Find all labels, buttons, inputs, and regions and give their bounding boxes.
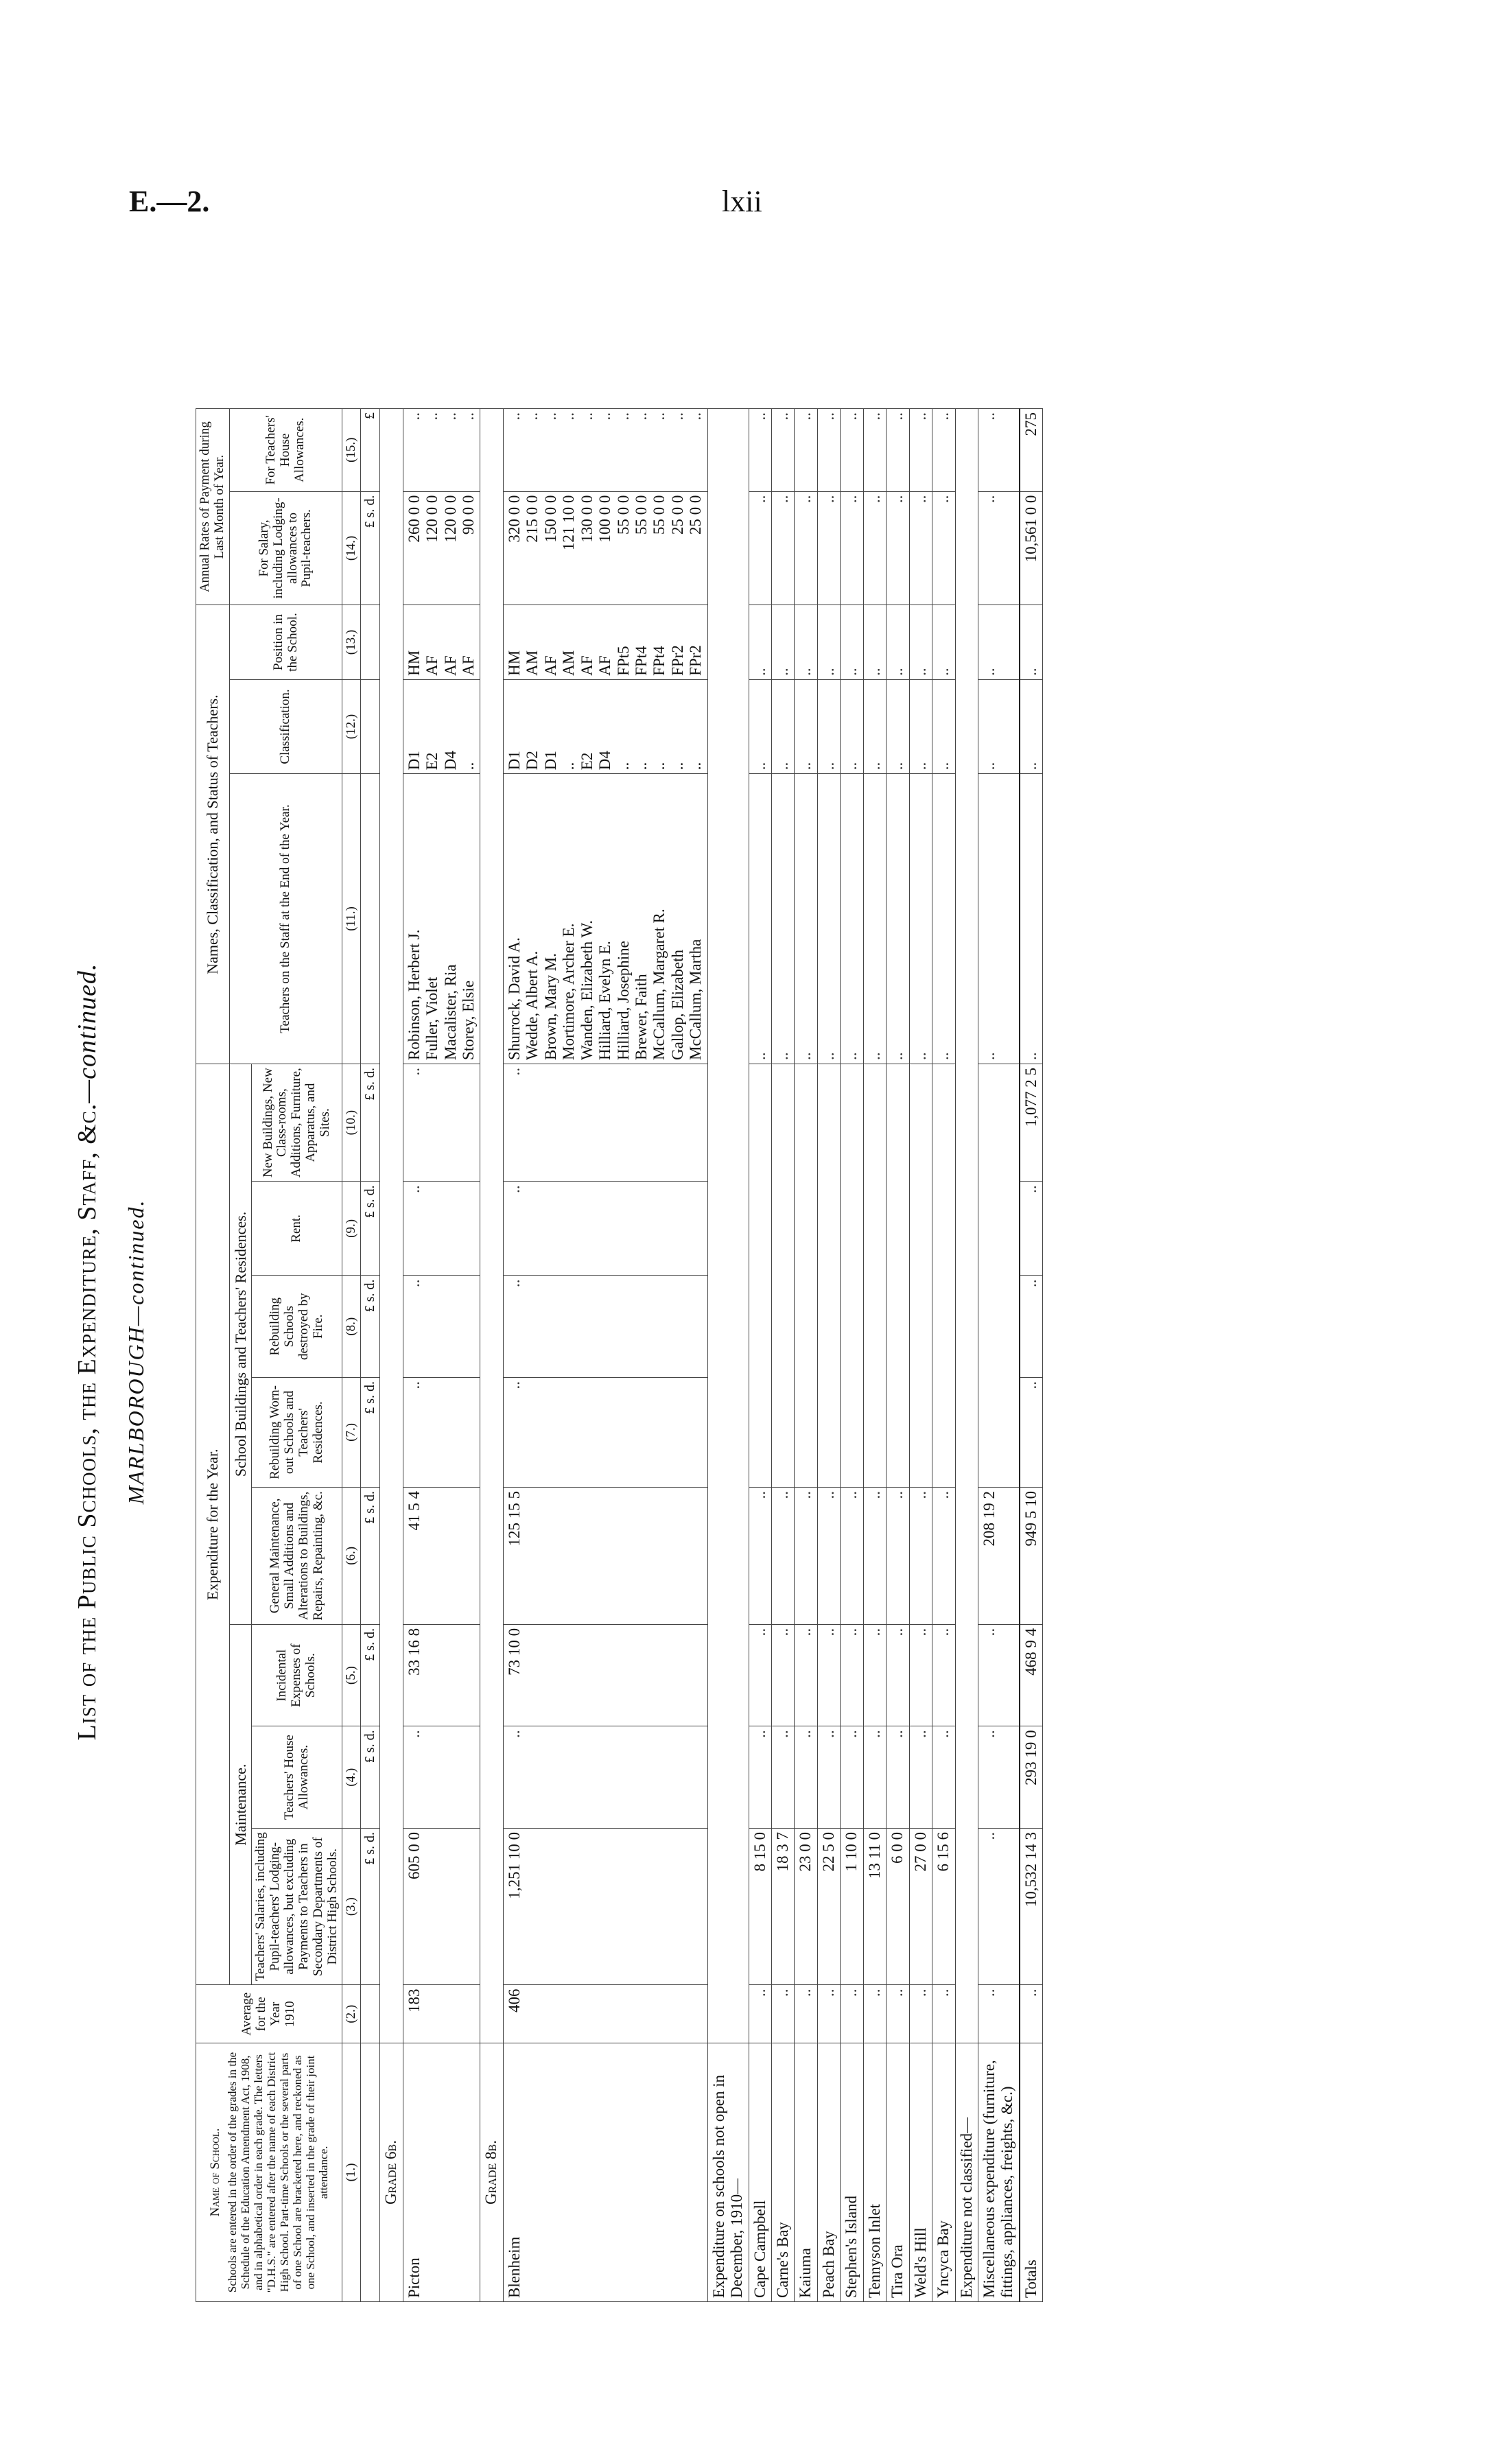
col-num: (11.) — [342, 774, 361, 1064]
totals-salaries: 10,532 14 3 — [1020, 1828, 1043, 1985]
unit-lsd: £ s. d. — [361, 1377, 380, 1487]
teacher-class: D4 — [441, 751, 459, 771]
closed-school-row: Kaiuma .. 23 0 0 .. .. .. .. .. .. .. .. — [795, 409, 817, 2302]
teacher-name: McCallum, Margaret R. — [650, 908, 668, 1060]
teacher-class: .. — [687, 762, 705, 771]
col-num: (14.) — [342, 491, 361, 605]
teacher-position: AF — [541, 655, 559, 676]
teacher-house: .. — [578, 412, 596, 421]
teacher-position: AF — [578, 655, 596, 676]
teacher-class: .. — [460, 762, 478, 771]
closed-school-row: Stephen's Island .. 1 10 0 .. .. .. .. .. .. .. .. — [841, 409, 863, 2302]
totals-class: .. — [1020, 679, 1043, 773]
col-num: (12.) — [342, 679, 361, 773]
salaries-value: 1,251 10 0 — [503, 1828, 707, 1985]
teacher-name: Robinson, Herbert J. — [405, 929, 423, 1060]
teacher-classifications — [503, 679, 707, 773]
closed-school-salaries: 6 0 0 — [887, 1828, 909, 1985]
teacher-salary: 120 0 0 — [423, 495, 441, 543]
teacher-position: AF — [460, 655, 478, 676]
school-row-picton — [403, 409, 480, 2302]
page-header — [0, 0, 1491, 226]
closed-school-salaries: 27 0 0 — [909, 1828, 932, 1985]
rebuild-fire-value: .. — [503, 1276, 707, 1378]
unit-lsd: £ s. d. — [361, 1487, 380, 1624]
teacher-names — [403, 774, 480, 1064]
teacher-salary: 55 0 0 — [650, 495, 668, 535]
teacher-salary: 121 10 0 — [560, 495, 578, 551]
teacher-position: AM — [524, 650, 541, 676]
closed-school-name: Cape Campbell — [749, 2043, 771, 2301]
unit-lsd: £ s. d. — [361, 1276, 380, 1378]
teacher-position: HM — [505, 650, 523, 676]
rebuild-worn-value: .. — [403, 1377, 480, 1487]
teacher-house: .. — [524, 412, 541, 421]
header-position: Position in the School. — [229, 605, 342, 680]
teacher-class: .. — [632, 762, 650, 771]
closed-school-row: Tira Ora .. 6 0 0 .. .. .. .. .. .. .. .. — [887, 409, 909, 2302]
closed-school-salaries: 1 10 0 — [841, 1828, 863, 1985]
teacher-class: D1 — [505, 751, 523, 771]
teacher-classifications — [403, 679, 480, 773]
header-incidental: Incidental Expenses of Schools. — [252, 1624, 342, 1726]
header-rebuilding-worn: Rebuilding Worn-out Schools and Teachers' Residences. — [252, 1377, 342, 1487]
teacher-salary: 55 0 0 — [614, 495, 632, 535]
teacher-house-rates — [403, 409, 480, 492]
totals-label: Totals — [1020, 2043, 1043, 2301]
teacher-house: .. — [596, 412, 614, 421]
teacher-position: FPr2 — [668, 645, 686, 676]
table-title — [72, 250, 102, 2453]
teacher-salary: 55 0 0 — [632, 495, 650, 535]
totals-new-buildings: 1,077 2 5 — [1020, 1064, 1043, 1181]
salaries-value: 605 0 0 — [403, 1828, 480, 1985]
misc-general-value: 208 19 2 — [978, 1487, 1019, 1624]
header-teachers-salaries: Teachers' Salaries, including Pupil-teachers' Lodging-allowances, but excluding Payments to Teachers in Secondary Departments of District High Schools. — [252, 1828, 342, 1985]
page-number: lxii — [722, 185, 762, 218]
teacher-house: .. — [460, 412, 478, 421]
closed-school-name: Peach Bay — [817, 2043, 840, 2301]
teacher-class: .. — [650, 762, 668, 771]
closed-school-row: Peach Bay .. 22 5 0 .. .. .. .. .. .. .. .. — [817, 409, 840, 2302]
header-names-status: Names, Classification, and Status of Teachers. — [196, 605, 230, 1064]
column-number-row — [342, 409, 361, 2302]
header-for-house: For Teachers' House Allowances. — [229, 409, 342, 492]
closed-school-row: Weld's Hill .. 27 0 0 .. .. .. .. .. .. .. .. — [909, 409, 932, 2302]
totals-salary-rate: 10,561 0 0 — [1020, 491, 1043, 605]
col-num: (8.) — [342, 1276, 361, 1378]
header-maintenance: Maintenance. — [229, 1624, 251, 1985]
totals-row — [1020, 409, 1043, 2302]
teacher-house: .. — [560, 412, 578, 421]
unit-lsd: £ s. d. — [361, 1182, 380, 1276]
incidental-value: 33 16 8 — [403, 1624, 480, 1726]
header-new-buildings: New Buildings, New Class-rooms, Additions, Furniture, Apparatus, and Sites. — [252, 1064, 342, 1181]
unit-lsd: £ s. d. — [361, 1624, 380, 1726]
teacher-class: D1 — [405, 751, 423, 771]
col-num: (9.) — [342, 1182, 361, 1276]
closed-school-name: Tira Ora — [887, 2043, 909, 2301]
teacher-position: FPt4 — [650, 646, 668, 676]
teacher-name: Hilliard, Josephine — [614, 941, 632, 1060]
rotated-table-page — [21, 250, 1420, 2453]
unclassified-heading-row — [955, 409, 978, 2302]
house-value: .. — [403, 1726, 480, 1829]
teacher-salary: 100 0 0 — [596, 495, 614, 543]
incidental-value: 73 10 0 — [503, 1624, 707, 1726]
teacher-class: D2 — [524, 751, 541, 771]
grade-heading-row — [480, 409, 503, 2302]
closed-schools-label: Expenditure on schools not open in December, 1910— — [707, 2043, 749, 2301]
teacher-position: FPt5 — [614, 646, 632, 676]
teacher-salary: 25 0 0 — [687, 495, 705, 535]
teacher-salary: 90 0 0 — [460, 495, 478, 535]
header-general-maintenance: General Maintenance, Small Additions and Alterations to Buildings, Repairs, Repainting, &c. — [252, 1487, 342, 1624]
table-title-main: List of the Public Schools, the Expenditure, Staff, &c. — [73, 1103, 102, 1741]
teacher-class: D4 — [596, 751, 614, 771]
teacher-class: .. — [614, 762, 632, 771]
teacher-class: E2 — [423, 752, 441, 771]
teacher-position: AM — [560, 650, 578, 676]
teacher-salary: 150 0 0 — [541, 495, 559, 543]
teacher-house: .. — [614, 412, 632, 421]
col-num: (2.) — [342, 1985, 361, 2043]
header-teachers-on-staff: Teachers on the Staff at the End of the Year. — [229, 774, 342, 1064]
teacher-house: .. — [441, 412, 459, 421]
unit-row — [361, 409, 380, 2302]
teacher-house: .. — [405, 412, 423, 421]
totals-teachers: .. — [1020, 774, 1043, 1064]
header-for-salary: For Salary, including Lodging-allowances to Pupil-teachers. — [229, 491, 342, 605]
general-value: 41 5 4 — [403, 1487, 480, 1624]
totals-rent: .. — [1020, 1182, 1043, 1276]
school-name: Blenheim — [503, 2043, 707, 2301]
teacher-name: Storey, Elsie — [460, 980, 478, 1060]
grade-label: Grade 8b. — [480, 2043, 503, 2301]
header-name-of-school: Name of School. Schools are entered in the order of the grades in the Schedule of the Education Amendment Act, 1908, and in alphabetical order in each grade. The letters "D.H.S." are entered after the name of each District High School. Part-time Schools or the several parts of one School are bracketed here, and reckoned as one School, and inserted in the grade of their joint attendance. — [196, 2043, 342, 2301]
teacher-house: .. — [505, 412, 523, 421]
unit-lsd: £ s. d. — [361, 1828, 380, 1985]
unclassified-label: Expenditure not classified— — [955, 2043, 978, 2301]
general-value: 125 15 5 — [503, 1487, 707, 1624]
teacher-positions — [503, 605, 707, 680]
teacher-salary: 120 0 0 — [441, 495, 459, 543]
totals-house: 293 19 0 — [1020, 1726, 1043, 1829]
teacher-salary: 260 0 0 — [405, 495, 423, 543]
teacher-class: E2 — [578, 752, 596, 771]
closed-school-salaries: 13 11 0 — [863, 1828, 886, 1985]
col-num: (5.) — [342, 1624, 361, 1726]
closed-school-salaries: 8 15 0 — [749, 1828, 771, 1985]
totals-incidental: 468 9 4 — [1020, 1624, 1043, 1726]
col-num: (10.) — [342, 1064, 361, 1181]
teacher-name: Mortimore, Archer E. — [560, 923, 578, 1060]
header-rent: Rent. — [252, 1182, 342, 1276]
teacher-positions — [403, 605, 480, 680]
teacher-position: FPr2 — [687, 645, 705, 676]
grade-heading-row — [380, 409, 403, 2302]
teacher-name: Fuller, Violet — [423, 976, 441, 1060]
col-num: (6.) — [342, 1487, 361, 1624]
table-subtitle: MARLBOROUGH—continued. — [124, 1199, 148, 1505]
unit-lsd: £ s. d. — [361, 1726, 380, 1829]
teacher-position: HM — [405, 650, 423, 676]
closed-school-name: Kaiuma — [795, 2043, 817, 2301]
unit-lsd: £ s. d. — [361, 491, 380, 605]
closed-school-name: Yncyca Bay — [932, 2043, 955, 2301]
col-num: (1.) — [342, 2043, 361, 2301]
schools-table — [196, 408, 1043, 2302]
teacher-house-rates — [503, 409, 707, 492]
header-expenditure: Expenditure for the Year. — [196, 1064, 230, 1985]
closed-school-row: Tennyson Inlet .. 13 11 0 .. .. .. .. .. .. .. .. — [863, 409, 886, 2302]
teacher-position: FPt4 — [632, 646, 650, 676]
teacher-salary: 320 0 0 — [505, 495, 523, 543]
teacher-name: Shurrock, David A. — [505, 937, 523, 1060]
teacher-salary: 215 0 0 — [524, 495, 541, 543]
closed-school-row: Cape Campbell .. 8 15 0 .. .. .. .. .. .. .. .. — [749, 409, 771, 2302]
header-house-allowances: Teachers' House Allowances. — [252, 1726, 342, 1829]
unit-lsd: £ s. d. — [361, 1064, 380, 1181]
misc-expenditure-row: Miscellaneous expenditure (furniture, fittings, appliances, freights, &c.) .. .. .. .. 208 19 2 .. .. .. .. .. — [978, 409, 1019, 2302]
teacher-house: .. — [650, 412, 668, 421]
new-buildings-value: .. — [503, 1064, 707, 1181]
page-code: E.—2. — [129, 185, 210, 218]
totals-average: .. — [1020, 1985, 1043, 2043]
header-classification: Classification. — [229, 679, 342, 773]
col-num: (13.) — [342, 605, 361, 680]
average-attendance: 183 — [403, 1985, 480, 2043]
header-average: Average for the Year 1910 — [196, 1985, 342, 2043]
teacher-class: D1 — [541, 751, 559, 771]
header-rebuilding-fire: Rebuilding Schools destroyed by Fire. — [252, 1276, 342, 1378]
teacher-position: AF — [441, 655, 459, 676]
col-num: (15.) — [342, 409, 361, 492]
grade-label: Grade 6b. — [380, 2043, 403, 2301]
closed-school-name: Carne's Bay — [772, 2043, 795, 2301]
closed-school-name: Stephen's Island — [841, 2043, 863, 2301]
school-name: Picton — [403, 2043, 480, 2301]
teacher-salaries — [403, 491, 480, 605]
teacher-name: Macalister, Ria — [441, 964, 459, 1060]
rent-value: .. — [403, 1182, 480, 1276]
teacher-position: AF — [596, 655, 614, 676]
teacher-class: .. — [668, 762, 686, 771]
totals-rebuild-fire: .. — [1020, 1276, 1043, 1378]
totals-house-rate: 275 — [1020, 409, 1043, 492]
teacher-house: .. — [423, 412, 441, 421]
teacher-house: .. — [668, 412, 686, 421]
col-num: (3.) — [342, 1828, 361, 1985]
teacher-class: .. — [560, 762, 578, 771]
unit-pound: £ — [361, 409, 380, 492]
rent-value: .. — [503, 1182, 707, 1276]
closed-school-name: Tennyson Inlet — [863, 2043, 886, 2301]
header-row-1 — [196, 409, 230, 2302]
teacher-name: Brewer, Faith — [632, 974, 650, 1060]
teacher-name: Gallop, Elizabeth — [668, 950, 686, 1060]
col-num: (7.) — [342, 1377, 361, 1487]
teacher-name: Brown, Mary M. — [541, 953, 559, 1060]
average-attendance: 406 — [503, 1985, 707, 2043]
teacher-salaries — [503, 491, 707, 605]
teacher-house: .. — [687, 412, 705, 421]
closed-school-salaries: 18 3 7 — [772, 1828, 795, 1985]
header-buildings: School Buildings and Teachers' Residences. — [229, 1064, 251, 1624]
closed-school-name: Weld's Hill — [909, 2043, 932, 2301]
teacher-name: McCallum, Martha — [687, 939, 705, 1060]
teacher-salary: 130 0 0 — [578, 495, 596, 543]
totals-general: 949 5 10 — [1020, 1487, 1043, 1624]
new-buildings-value: .. — [403, 1064, 480, 1181]
teacher-name: Wedde, Albert A. — [524, 950, 541, 1060]
closed-school-salaries: 6 15 6 — [932, 1828, 955, 1985]
table-title-continued: —continued. — [73, 963, 102, 1103]
closed-school-salaries: 23 0 0 — [795, 1828, 817, 1985]
closed-school-row: Carne's Bay .. 18 3 7 .. .. .. .. .. .. .. .. — [772, 409, 795, 2302]
teacher-salary: 25 0 0 — [668, 495, 686, 535]
rebuild-worn-value: .. — [503, 1377, 707, 1487]
totals-position: .. — [1020, 605, 1043, 680]
totals-rebuild-worn: .. — [1020, 1377, 1043, 1487]
rebuild-fire-value: .. — [403, 1276, 480, 1378]
teacher-name: Wanden, Elizabeth W. — [578, 920, 596, 1060]
house-value: .. — [503, 1726, 707, 1829]
teacher-house: .. — [632, 412, 650, 421]
closed-school-row: Yncyca Bay .. 6 15 6 .. .. .. .. .. .. .. .. — [932, 409, 955, 2302]
col-num: (4.) — [342, 1726, 361, 1829]
header-annual-rates: Annual Rates of Payment during Last Month of Year. — [196, 409, 230, 605]
school-row-blenheim — [503, 409, 707, 2302]
closed-schools-heading-row — [707, 409, 749, 2302]
misc-label: Miscellaneous expenditure (furniture, fittings, appliances, freights, &c.) — [978, 2043, 1019, 2301]
teacher-name: Hilliard, Evelyn E. — [596, 941, 614, 1060]
teacher-position: AF — [423, 655, 441, 676]
closed-school-salaries: 22 5 0 — [817, 1828, 840, 1985]
teacher-names — [503, 774, 707, 1064]
teacher-house: .. — [541, 412, 559, 421]
